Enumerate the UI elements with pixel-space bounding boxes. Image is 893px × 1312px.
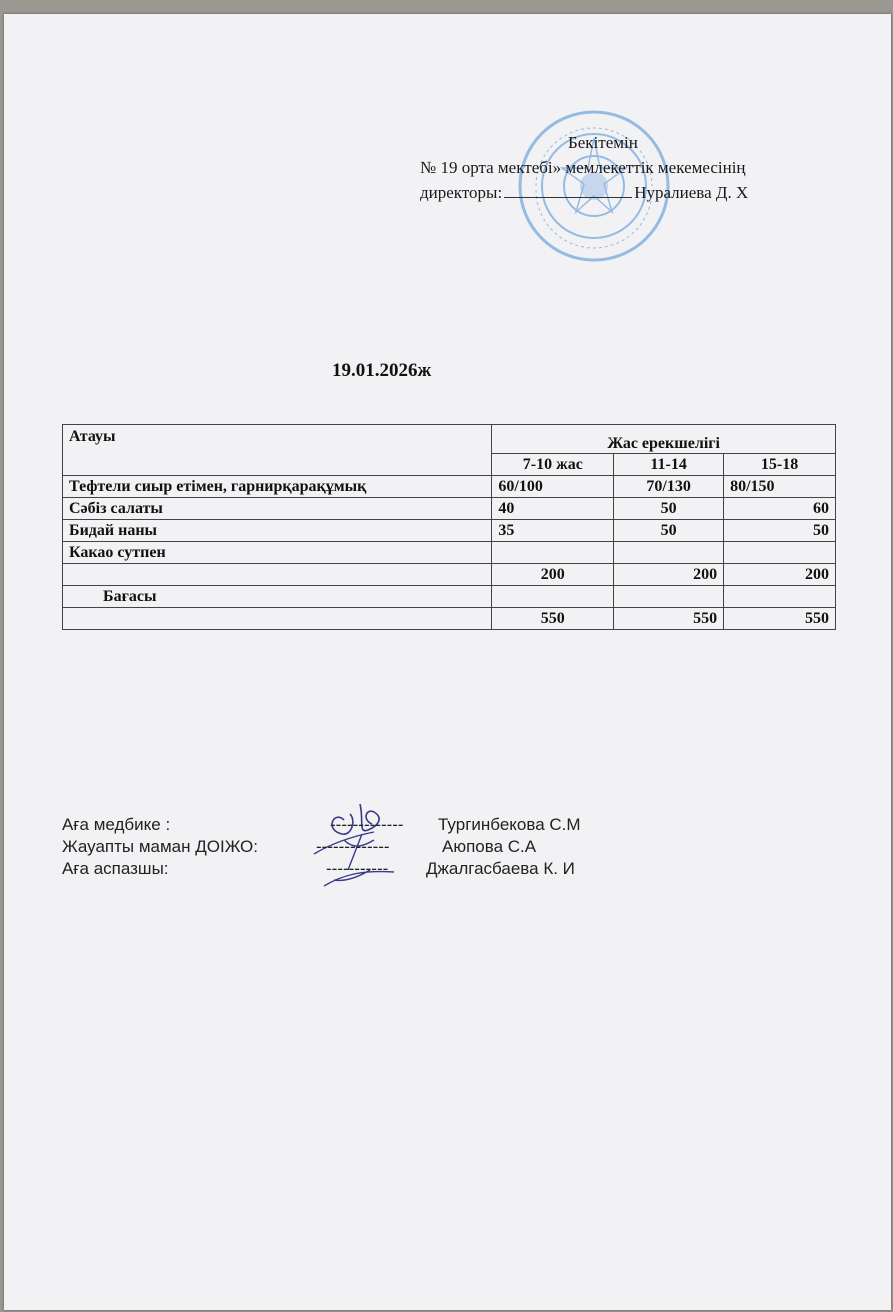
menu-date: 19.01.2026ж xyxy=(332,360,432,381)
portion-cell: 50 xyxy=(614,498,724,520)
approval-org: № 19 орта мектебі» мемлекеттік мекемесінің xyxy=(420,158,746,177)
dish-name: Тефтели сиыр етімен, гарнирқарақұмық xyxy=(63,476,492,498)
header-name: Атауы xyxy=(63,425,492,476)
portion-cell xyxy=(492,542,614,564)
age-group-cell: 7-10 жас xyxy=(492,454,614,476)
price-cell: 550 xyxy=(614,608,724,630)
portion-cell: 70/130 xyxy=(614,476,724,498)
portion-cell: 200 xyxy=(492,564,614,586)
dish-name: Какао сутпен xyxy=(63,542,492,564)
portion-cell: 80/150 xyxy=(724,476,836,498)
age-group-cell: 11-14 xyxy=(614,454,724,476)
price-label: Бағасы xyxy=(63,586,492,608)
portion-cell: 40 xyxy=(492,498,614,520)
table-row xyxy=(63,564,836,586)
director-name: Нуралиева Д. Х xyxy=(634,183,749,202)
signer-name: Джалгасбаева К. И xyxy=(426,859,575,878)
signer-name: Тургинбекова С.М xyxy=(438,815,581,834)
dish-name: Бидай наны xyxy=(63,520,492,542)
signer-role: Аға аспазшы: xyxy=(62,859,169,878)
approval-block xyxy=(420,130,840,205)
portion-cell: 200 xyxy=(724,564,836,586)
price-cell: 550 xyxy=(724,608,836,630)
empty-cell xyxy=(614,586,724,608)
signature-line xyxy=(504,197,632,198)
empty-cell xyxy=(63,608,492,630)
portion-cell xyxy=(614,542,724,564)
signer-dashes: ----------- xyxy=(326,859,389,878)
table-price-row xyxy=(63,608,836,630)
document-page xyxy=(4,14,891,1310)
portion-cell: 60 xyxy=(724,498,836,520)
table-row xyxy=(63,520,836,542)
table-row xyxy=(63,498,836,520)
age-group-cell: 15-18 xyxy=(724,454,836,476)
portion-cell: 50 xyxy=(724,520,836,542)
portion-cell: 200 xyxy=(614,564,724,586)
table-row xyxy=(63,476,836,498)
empty-cell xyxy=(492,586,614,608)
portion-cell: 35 xyxy=(492,520,614,542)
dish-name: Сәбіз салаты xyxy=(63,498,492,520)
price-cell: 550 xyxy=(492,608,614,630)
table-row xyxy=(63,542,836,564)
signer-dashes: ------------- xyxy=(316,837,390,856)
empty-cell xyxy=(724,586,836,608)
table-header-row xyxy=(63,425,836,454)
table-row xyxy=(63,586,836,608)
dish-name xyxy=(63,564,492,586)
director-label: директоры: xyxy=(420,183,503,202)
director-line xyxy=(420,180,840,205)
portion-cell xyxy=(724,542,836,564)
header-age-group: Жас ерекшелігі xyxy=(492,425,836,454)
signer-name: Аюпова С.А xyxy=(442,837,537,856)
approval-title: Бекітемін xyxy=(568,133,638,152)
signer-role: Жауапты маман ДОІЖО: xyxy=(62,837,258,856)
portion-cell: 60/100 xyxy=(492,476,614,498)
signer-dashes: ------------- xyxy=(330,815,404,834)
signer-role: Аға медбике : xyxy=(62,815,171,834)
menu-table xyxy=(62,424,836,630)
portion-cell: 50 xyxy=(614,520,724,542)
